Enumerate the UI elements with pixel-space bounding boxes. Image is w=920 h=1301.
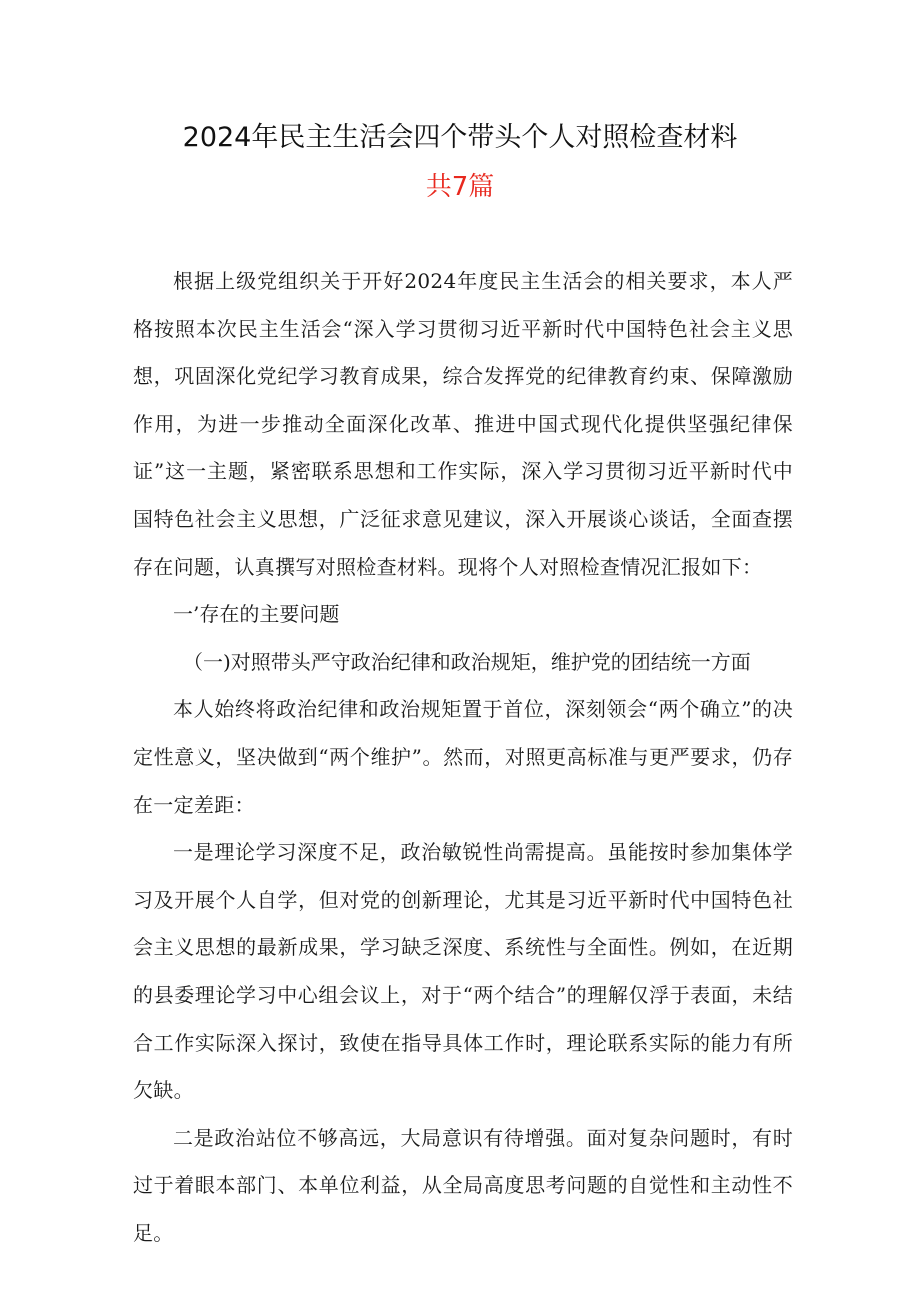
sub-heading: （一)对照带头严守政治纪律和政治规矩，维护党的团结统一方面 [183, 649, 751, 674]
paragraph-1: 本人始终将政治纪律和政治规矩置于首位，深刻领会“两个确立”的决定性意义，坚决做到“两个维护”。然而，对照更高标准与更严要求，仍存在一定差距： [133, 697, 793, 817]
paragraph-3: 二是政治站位不够高远，大局意识有待增强。面对复杂问题时，有时过于着眼本部门、本单位利益，从全局高度思考问题的自觉性和主动性不足。 [133, 1125, 793, 1245]
document-subtitle: 共7篇 [425, 172, 495, 202]
section-heading: 一’存在的主要问题 [173, 602, 340, 627]
paragraph-2: 一是理论学习深度不足，政治敏锐性尚需提高。虽能按时参加集体学习及开展个人自学，但对党的创新理论，尤其是习近平新时代中国特色社会主义思想的最新成果，学习缺乏深度、系统性与全面性。例如，在近期的县委理论学习中心组会议上，对于“两个结合”的理解仅浮于表面，未结合工作实际深入探讨，致使在指导具体工作时，理论联系实际的能力有所欠缺。 [133, 840, 793, 1103]
intro-paragraph: 根据上级党组织关于开好2024年度民主生活会的相关要求，本人严格按照本次民主生活会“深入学习贯彻习近平新时代中国特色社会主义思想，巩固深化党纪学习教育成果，综合发挥党的纪律教育约束、保障激励作用，为进一步推动全面深化改革、推进中国式现代化提供坚强纪律保证”这一主题，紧密联系思想和工作实际，深入学习贯彻习近平新时代中国特色社会主义思想，广泛征求意见建议，深入开展谈心谈话，全面查摆存在问题，认真撰写对照检查材料。现将个人对照检查情况汇报如下： [133, 269, 793, 579]
document-title: 2024年民主生活会四个带头个人对照检查材料 [182, 122, 738, 153]
document-body [133, 258, 793, 1257]
